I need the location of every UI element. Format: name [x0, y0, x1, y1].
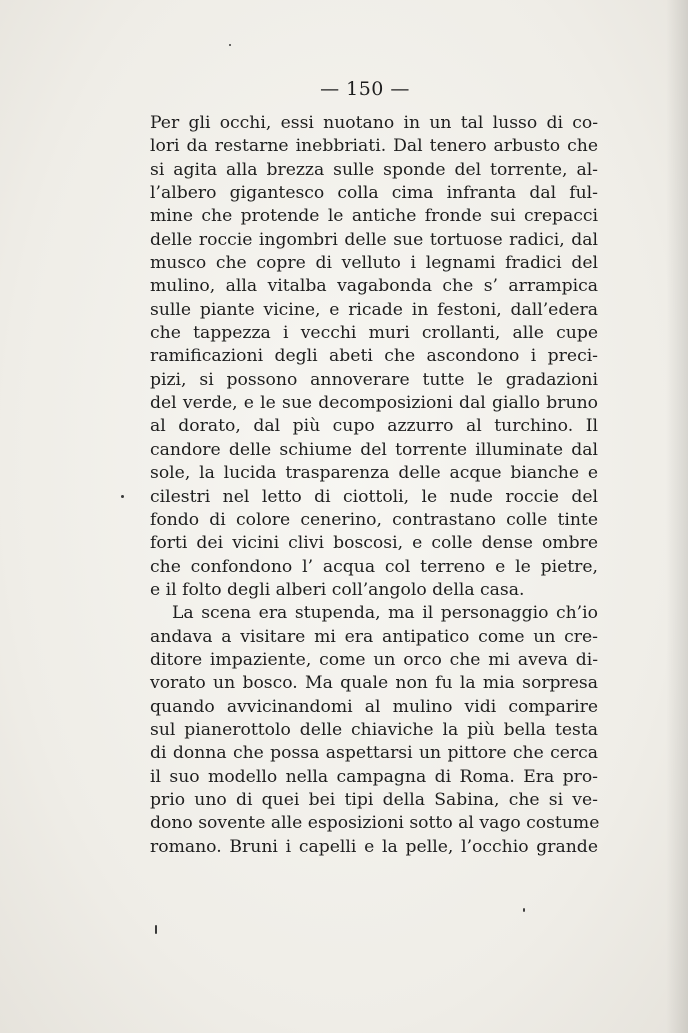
text-line: al dorato, dal più cupo azzurro al turchino. Il	[150, 416, 598, 437]
text-line: Per gli occhi, essi nuotano in un tal lusso di co-	[150, 113, 598, 133]
text-line: quando avvicinandomi al mulino vidi comparire	[150, 696, 598, 717]
paragraph-start-line: La scena era stupenda, ma il personaggio ch’io	[172, 603, 598, 624]
page-number: — 150 —	[320, 78, 410, 100]
text-line: vorato un bosco. Ma quale non fu la mia sorpresa	[150, 673, 598, 694]
text-line: di donna che possa aspettarsi un pittore che cerca	[150, 743, 598, 764]
text-line: si agita alla brezza sulle sponde del torrente, al-	[150, 159, 598, 180]
text-line: che confondono l’ acqua col terreno e le pietre,	[150, 556, 598, 577]
text-line: fondo di colore cenerino, contrastano colle tinte	[150, 509, 598, 530]
text-line: candore delle schiume del torrente illuminate dal	[150, 439, 598, 460]
text-line: l’albero gigantesco colla cima infranta dal ful-	[150, 183, 598, 204]
text-line: ditore impaziente, come un orco che mi aveva di-	[150, 649, 598, 670]
text-line: delle roccie ingombri delle sue tortuose radici, dal	[150, 229, 598, 250]
print-speck	[229, 44, 231, 46]
text-line: prio uno di quei bei tipi della Sabina, che si ve-	[150, 789, 598, 810]
text-line: ramificazioni degli abeti che ascondono i preci-	[150, 346, 598, 367]
text-line: sulle piante vicine, e ricade in festoni, dall’edera	[150, 299, 598, 320]
text-line: dono sovente alle esposizioni sotto al vago costume	[150, 813, 600, 834]
text-line: forti dei vicini clivi boscosi, e colle dense ombre	[150, 533, 598, 554]
print-speck	[155, 925, 157, 934]
text-line: sole, la lucida trasparenza delle acque bianche e	[150, 463, 598, 484]
text-line: andava a visitare mi era antipatico come un cre-	[150, 626, 598, 647]
text-line: il suo modello nella campagna di Roma. Era pro-	[150, 766, 598, 787]
text-line: mine che protende le antiche fronde sui crepacci	[150, 206, 598, 227]
text-line: musco che copre di velluto i legnami fradici del	[150, 253, 598, 274]
page-edge-shadow	[666, 0, 688, 1033]
text-line: del verde, e le sue decomposizioni dal giallo bruno	[150, 393, 598, 414]
text-line: mulino, alla vitalba vagabonda che s’ arrampica	[150, 276, 598, 297]
text-line: pizi, si possono annoverare tutte le gradazioni	[150, 369, 598, 390]
text-line: cilestri nel letto di ciottoli, le nude roccie del	[150, 486, 598, 507]
text-line: che tappezza i vecchi muri crollanti, alle cupe	[150, 323, 598, 344]
text-line: lori da restarne inebbriati. Dal tenero arbusto che	[150, 136, 598, 157]
print-speck	[523, 908, 525, 912]
text-line: sul pianerottolo delle chiaviche la più bella testa	[150, 719, 598, 740]
print-speck	[121, 495, 124, 498]
body-text	[150, 112, 598, 859]
text-line: romano. Bruni i capelli e la pelle, l’occhio grande	[150, 836, 598, 857]
paragraph-end-line: e il folto degli alberi coll’angolo della casa.	[150, 579, 525, 600]
